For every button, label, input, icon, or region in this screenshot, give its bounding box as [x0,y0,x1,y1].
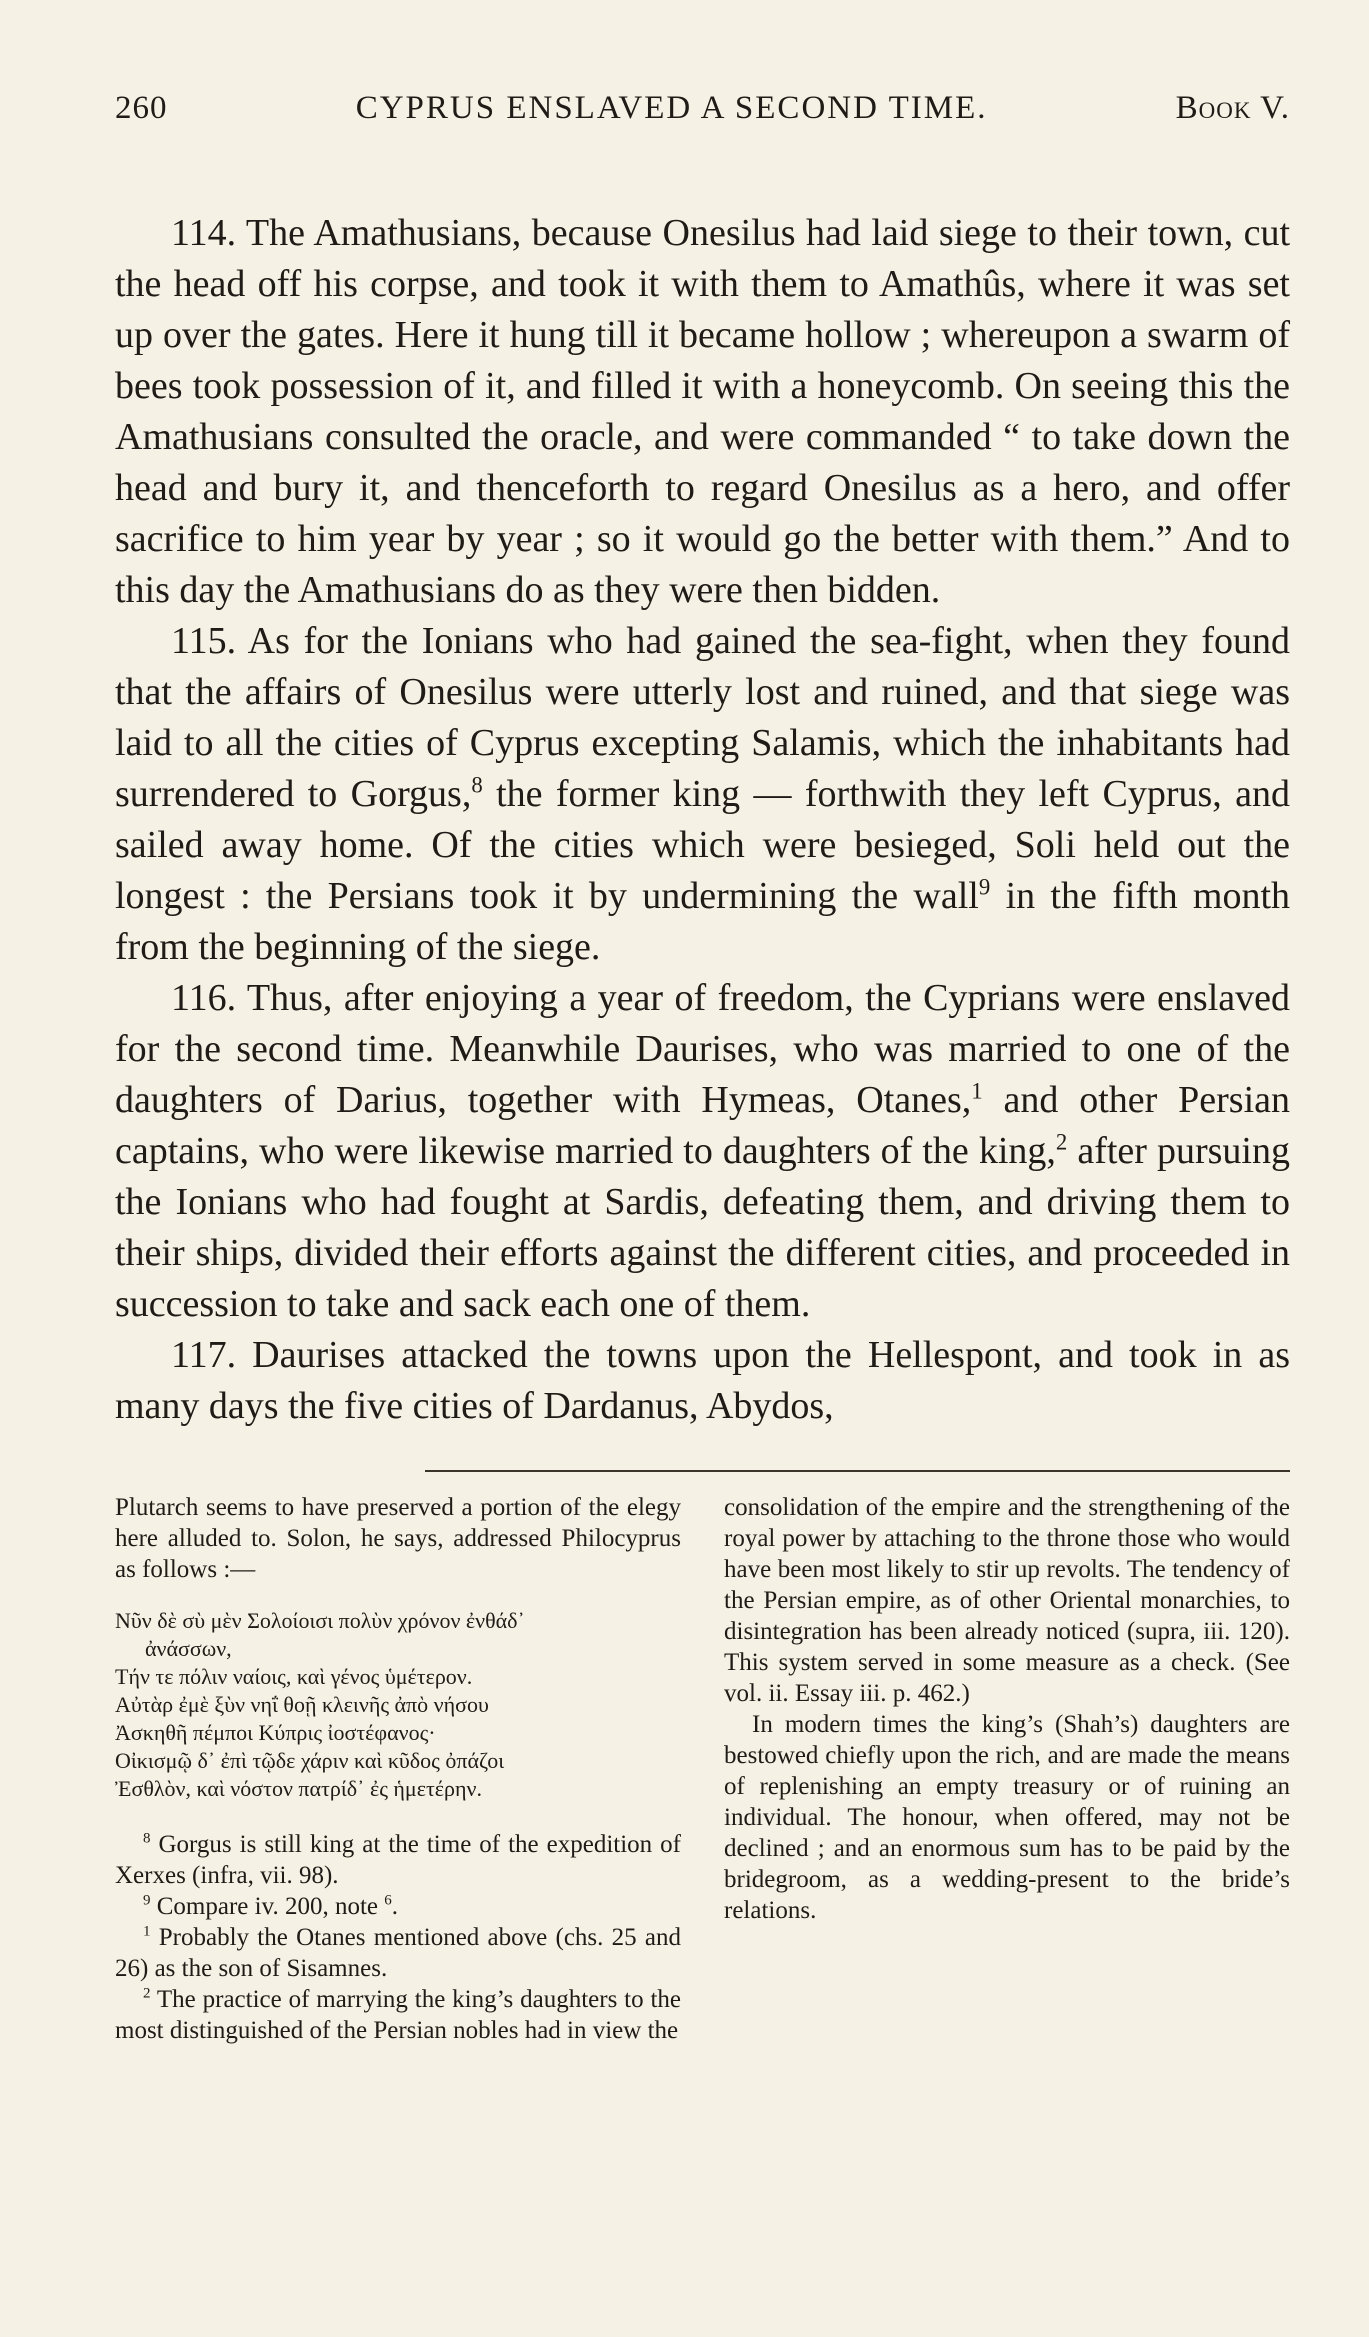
footnote-ref-1: 1 [971,1078,983,1104]
footnote-2-paragraph: In modern times the king’s (Shah’s) daughters are bestowed chiefly upon the rich, and are made the means of replenishing an empty treasury or of ruining an individual. The honour, when offered, may not be declined ; and an enormous sum has to be paid by the bridegroom, as a wedding-present to the bride’s relations. [724,1711,1290,1924]
footnote-9 [115,1891,681,1922]
main-text [115,208,1290,1432]
footnote-text: Compare iv. 200, note [150,1893,385,1920]
page-number: 260 [115,90,168,126]
paragraph-116-part-1: 116. Thus, after enjoying a year of freedom, the Cyprians were enslaved for the second time. Meanwhile Daurises, who was married to one of the daughters of Darius, together with Hymeas, Otanes, [115,977,1290,1121]
verse-line: Ἐσθλὸν, καὶ νόστον πατρίδ᾽ ἐς ἡμετέρην. [115,1776,482,1801]
greek-verse [115,1607,681,1803]
verse-line: Τήν τε πόλιν ναίοις, καὶ γένος ὑμέτερον. [115,1664,473,1689]
footnote-divider [425,1470,1290,1472]
footnote-2-continued: consolidation of the empire and the strengthening of the royal power by attaching to the throne those who would have been most likely to stir up revolts. The tendency of the Persian empire, as of other Oriental monarchies, to disintegration has been already noticed (supra, iii. 120). This system served in some measure as a check. (See vol. ii. Essay iii. p. 462.) [724,1494,1290,1707]
verse-line: Οἰκισμῷ δ᾽ ἐπὶ τῷδε χάριν καὶ κῦδος ὀπάζοι [115,1748,505,1773]
verse-line: Αὐτὰρ ἐμὲ ξὺν νηΐ θοῇ κλεινῆς ἀπὸ νήσου [115,1692,489,1717]
footnote-mark: 1 [143,1923,151,1940]
footnote-text: Probably the Otanes mentioned above (chs. 25 and 26) as the son of Sisamnes. [115,1924,681,1982]
paragraph-116 [115,973,1290,1330]
verse-line: Νῦν δὲ σὺ μὲν Σολοίοισι πολὺν χρόνον ἐνθάδ᾽ [115,1608,525,1633]
footnote-mark: 2 [143,1985,151,2002]
footnotes [115,1492,1290,2046]
paragraph-116-part-2: and other Persian captains, who were likewise married to daughters of the king, [115,1079,1291,1172]
verse-line: ἀνάσσων, [145,1636,232,1661]
note-ref: 6 [384,1892,392,1909]
running-title: CYPRUS ENSLAVED A SECOND TIME. [355,90,988,126]
paragraph-115-part-2: the former king — forthwith they left Cyprus, and sailed away home. Of the cities which were besieged, Soli held out the longest : the Persians took it by undermining the wall [115,773,1290,917]
book-label: Book V. [1175,90,1290,126]
footnote-mark: 9 [143,1892,151,1909]
footnote-text-end: . [391,1893,399,1920]
paragraph-115 [115,616,1290,973]
footnote-mark: 8 [143,1830,151,1847]
page [115,90,1290,2046]
footnote-ref-8: 8 [471,772,483,798]
footnote-2 [115,1984,681,2046]
footnotes-left-column [115,1492,681,2046]
verse-line: Ἀσκηθῆ πέμποι Κύπρις ἰοστέφανος· [115,1720,436,1745]
paragraph-115-part-3: in the fifth month from the beginning of the siege. [115,875,1290,968]
paragraph-114: 114. The Amathusians, because Onesilus had laid siege to their town, cut the head off his corpse, and took it with them to Amathûs, where it was set up over the gates. Here it hung till it became hollow ; whereupon a swarm of bees took possession of it, and filled it with a honeycomb. On seeing this the Amathusians consulted the oracle, and were commanded “ to take down the head and bury it, and thenceforth to regard Onesilus as a hero, and offer sacrifice to him year by year ; so it would go the better with them.” And to this day the Amathusians do as they were then bidden. [115,212,1290,611]
footnote-ref-2: 2 [1055,1129,1068,1155]
footnotes-right-column [724,1492,1290,2046]
paragraph-116-part-3: after pursuing the Ionians who had fought at Sardis, defeating them, and driving them to their ships, divided their efforts against the different cities, and proceeded in succession to take and sack each one of them. [115,1130,1290,1325]
paragraph-115-part-1: 115. As for the Ionians who had gained the sea-fight, when they found that the affairs of Onesilus were utterly lost and ruined, and that siege was laid to all the cities of Cyprus excepting Salamis, which the inhabitants had surrendered to Gorgus, [115,620,1290,815]
footnote-1 [115,1922,681,1984]
paragraph-117: 117. Daurises attacked the towns upon the Hellespont, and took in as many days the five cities of Dardanus, Abydos, [115,1334,1290,1427]
running-header [115,90,1290,146]
note-continued-intro: Plutarch seems to have preserved a portion of the elegy here alluded to. Solon, he says, addressed Philocyprus as follows :— [115,1494,681,1583]
footnote-text: The practice of marrying the king’s daughters to the most distinguished of the Persian nobles had in view the [115,1986,681,2044]
footnote-text: Gorgus is still king at the time of the expedition of Xerxes (infra, vii. 98). [115,1831,681,1889]
footnote-ref-9: 9 [978,874,991,900]
footnote-8 [115,1829,681,1891]
